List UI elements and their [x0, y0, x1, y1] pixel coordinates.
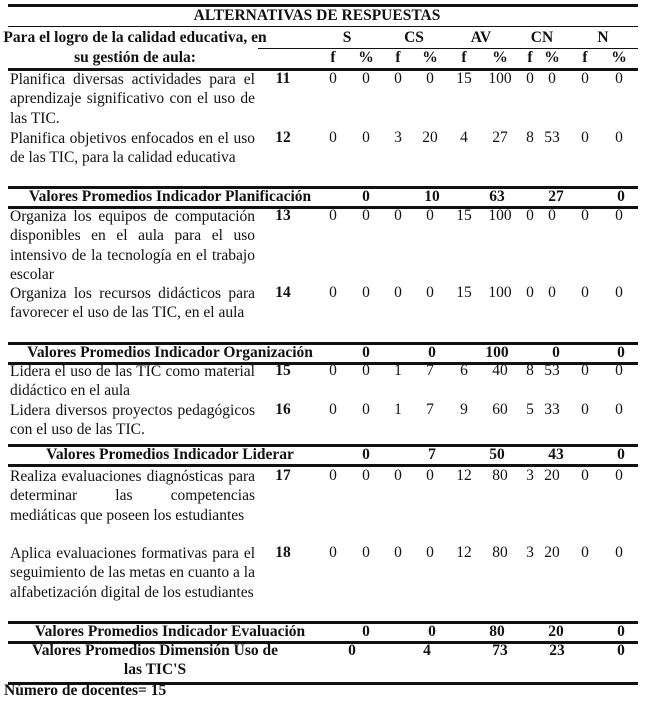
- subheader-percent: %: [611, 49, 627, 66]
- cell-value: 12: [456, 467, 472, 484]
- cell-value: 0: [615, 467, 623, 484]
- average-value: 80: [489, 623, 505, 640]
- cell-value: 40: [492, 362, 508, 379]
- cell-value: 0: [362, 362, 370, 379]
- cell-value: 15: [456, 284, 472, 301]
- item-description: Realiza evaluaciones diagnósticas para determinar las competencias mediáticas que poseen los estudiantes: [10, 468, 255, 524]
- dimension-value: 4: [423, 642, 431, 659]
- average-value: 20: [548, 623, 564, 640]
- cell-value: 12: [456, 544, 472, 561]
- cell-value: 0: [615, 70, 623, 87]
- cell-value: 0: [615, 544, 623, 561]
- cell-value: 0: [615, 284, 623, 301]
- category-header-av: AV: [470, 29, 492, 46]
- cell-value: 0: [581, 284, 589, 301]
- cell-value: 0: [426, 284, 434, 301]
- item-number: 14: [275, 284, 291, 301]
- cell-value: 0: [329, 467, 337, 484]
- cell-value: 0: [329, 207, 337, 224]
- cell-value: 0: [548, 70, 556, 87]
- subheader-percent: %: [358, 49, 374, 66]
- footer-note: Número de docentes= 15: [4, 682, 167, 699]
- item-description: Aplica evaluaciones formativas para el seguimiento de las metas en cuanto a la alfabetización digital de los estudiantes: [10, 545, 255, 601]
- item-number: 17: [275, 467, 291, 484]
- subheader-frequency: f: [582, 49, 588, 66]
- cell-value: 6: [460, 362, 468, 379]
- average-value: 0: [362, 623, 370, 640]
- dimension-label-line-2: las TIC'S: [123, 661, 187, 678]
- cell-value: 0: [329, 362, 337, 379]
- cell-value: 20: [544, 544, 560, 561]
- category-header-cn: CN: [530, 29, 554, 46]
- cell-value: 53: [544, 129, 560, 146]
- cell-value: 7: [426, 401, 434, 418]
- cell-value: 0: [526, 70, 534, 87]
- subheader-percent: %: [422, 49, 438, 66]
- cell-value: 0: [615, 401, 623, 418]
- cell-value: 0: [581, 129, 589, 146]
- item-number: 11: [275, 70, 291, 87]
- cell-value: 0: [526, 207, 534, 224]
- table-title: ALTERNATIVAS DE RESPUESTAS: [193, 7, 441, 24]
- cell-value: 80: [492, 544, 508, 561]
- average-value: 0: [617, 344, 625, 361]
- cell-value: 8: [526, 362, 534, 379]
- average-value: 27: [548, 188, 564, 205]
- cell-value: 0: [329, 70, 337, 87]
- dimension-label-line-1: Valores Promedios Dimensión Uso de: [31, 642, 279, 659]
- cell-value: 0: [394, 284, 402, 301]
- dimension-value: 23: [549, 642, 565, 659]
- subheader-frequency: f: [461, 49, 467, 66]
- dimension-value: 73: [492, 642, 508, 659]
- average-value: 0: [362, 446, 370, 463]
- cell-value: 9: [460, 401, 468, 418]
- cell-value: 0: [394, 544, 402, 561]
- cell-value: 0: [581, 467, 589, 484]
- cell-value: 0: [581, 70, 589, 87]
- cell-value: 0: [329, 544, 337, 561]
- cell-value: 0: [362, 401, 370, 418]
- cell-value: 0: [329, 284, 337, 301]
- cell-value: 0: [615, 129, 623, 146]
- cell-value: 1: [394, 362, 402, 379]
- cell-value: 100: [488, 284, 512, 301]
- cell-value: 27: [492, 129, 508, 146]
- cell-value: 33: [544, 401, 560, 418]
- average-value: 0: [617, 188, 625, 205]
- subheader-percent: %: [544, 49, 560, 66]
- average-label: Valores Promedios Indicador Organización: [27, 344, 313, 361]
- cell-value: 100: [488, 70, 512, 87]
- item-description: Organiza los equipos de computación disponibles en el aula para el uso intensivo de la tecnología en el trabajo escolar: [10, 208, 255, 284]
- average-value: 50: [489, 446, 505, 463]
- average-label: Valores Promedios Indicador Planificación: [28, 188, 312, 205]
- cell-value: 3: [526, 544, 534, 561]
- cell-value: 0: [362, 284, 370, 301]
- cell-value: 53: [544, 362, 560, 379]
- cell-value: 0: [329, 129, 337, 146]
- divider: [8, 26, 638, 27]
- dimension-value: 0: [617, 642, 625, 659]
- cell-value: 8: [526, 129, 534, 146]
- item-description: Planifica objetivos enfocados en el uso de las TIC, para la calidad educativa: [10, 130, 255, 167]
- cell-value: 5: [526, 401, 534, 418]
- divider: [258, 48, 638, 49]
- cell-value: 3: [394, 129, 402, 146]
- cell-value: 20: [544, 467, 560, 484]
- item-number: 18: [275, 544, 291, 561]
- cell-value: 0: [426, 207, 434, 224]
- cell-value: 60: [492, 401, 508, 418]
- cell-value: 0: [581, 544, 589, 561]
- cell-value: 0: [394, 70, 402, 87]
- cell-value: 0: [548, 207, 556, 224]
- subheader-frequency: f: [330, 49, 336, 66]
- cell-value: 0: [394, 207, 402, 224]
- average-value: 7: [428, 446, 436, 463]
- average-label: Valores Promedios Indicador Evaluación: [34, 623, 306, 640]
- item-description: Lidera diversos proyectos pedagógicos con el uso de las TIC.: [10, 402, 255, 439]
- cell-value: 0: [426, 70, 434, 87]
- category-header-s: S: [342, 29, 352, 46]
- subheader-frequency: f: [527, 49, 533, 66]
- item-description: Planifica diversas actividades para el aprendizaje significativo con el uso de las TIC.: [10, 71, 255, 127]
- cell-value: 0: [615, 207, 623, 224]
- average-label: Valores Promedios Indicador Liderar: [46, 446, 294, 463]
- cell-value: 0: [581, 362, 589, 379]
- item-number: 16: [275, 401, 291, 418]
- item-description: Lidera el uso de las TIC como material didáctico en el aula: [10, 363, 255, 400]
- cell-value: 80: [492, 467, 508, 484]
- cell-value: 0: [526, 284, 534, 301]
- row-header-line-2: su gestión de aula:: [74, 49, 196, 66]
- cell-value: 4: [460, 129, 468, 146]
- cell-value: 15: [456, 70, 472, 87]
- cell-value: 0: [362, 70, 370, 87]
- average-value: 0: [617, 446, 625, 463]
- cell-value: 0: [615, 362, 623, 379]
- row-header-line-1: Para el logro de la calidad educativa, en: [3, 29, 267, 46]
- cell-value: 20: [422, 129, 438, 146]
- category-header-n: N: [597, 29, 609, 46]
- cell-value: 0: [362, 467, 370, 484]
- cell-value: 0: [362, 207, 370, 224]
- cell-value: 100: [488, 207, 512, 224]
- average-value: 63: [489, 188, 505, 205]
- item-number: 12: [275, 129, 291, 146]
- cell-value: 0: [426, 544, 434, 561]
- average-value: 0: [362, 188, 370, 205]
- cell-value: 0: [362, 129, 370, 146]
- dimension-value: 0: [348, 642, 356, 659]
- average-value: 100: [485, 344, 509, 361]
- item-description: Organiza los recursos didácticos para favorecer el uso de las TIC, en el aula: [10, 285, 255, 322]
- cell-value: 0: [362, 544, 370, 561]
- average-value: 0: [362, 344, 370, 361]
- cell-value: 0: [426, 467, 434, 484]
- subheader-frequency: f: [395, 49, 401, 66]
- item-number: 15: [275, 362, 291, 379]
- cell-value: 0: [329, 401, 337, 418]
- cell-value: 3: [526, 467, 534, 484]
- cell-value: 0: [548, 284, 556, 301]
- item-number: 13: [275, 207, 291, 224]
- category-header-cs: CS: [404, 29, 424, 46]
- average-value: 0: [428, 344, 436, 361]
- cell-value: 1: [394, 401, 402, 418]
- average-value: 0: [552, 344, 560, 361]
- average-value: 10: [424, 188, 440, 205]
- average-value: 43: [548, 446, 564, 463]
- cell-value: 7: [426, 362, 434, 379]
- average-value: 0: [428, 623, 436, 640]
- average-value: 0: [617, 623, 625, 640]
- cell-value: 15: [456, 207, 472, 224]
- subheader-percent: %: [492, 49, 508, 66]
- cell-value: 0: [394, 467, 402, 484]
- cell-value: 0: [581, 207, 589, 224]
- cell-value: 0: [581, 401, 589, 418]
